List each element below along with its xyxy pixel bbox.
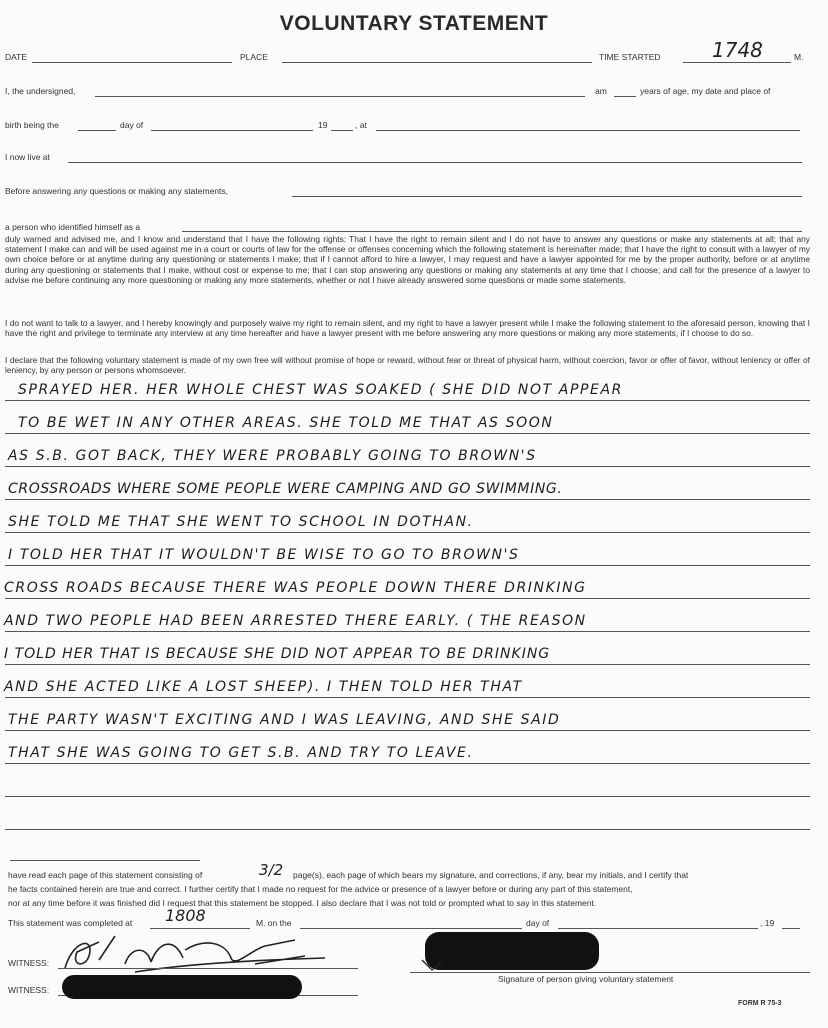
waiver-paragraph: I do not want to talk to a lawyer, and I hereby knowingly and purposely waive my right to remain silent, and my right to have a lawyer present while I make the following statement to the aforesaid person, knowing that I have the right and privilege to terminate any interview at any time hereafter and have a lawyer present with me before answering any more questions or making any more statements, if I choose to do so.: [5, 318, 810, 339]
witness-1-field[interactable]: [58, 968, 358, 969]
identified-as-field[interactable]: [182, 231, 802, 232]
date-label: DATE: [5, 52, 28, 62]
cert-text-3: nor at any time before it was finished did I request that this statement be stopped. I also declare that I was not told or prompted what to say in this statement.: [8, 898, 597, 908]
statement-rule: [5, 532, 810, 533]
redacted-witness-2: [62, 975, 302, 999]
statement-rule: [5, 631, 810, 632]
statement-line: CROSS ROADS BECAUSE THERE WAS PEOPLE DOWN THERE DRINKING: [4, 580, 587, 596]
birth-place-field[interactable]: [376, 130, 800, 131]
statement-rule: [5, 466, 810, 467]
completed-month-field[interactable]: [558, 928, 758, 929]
birth-day-field[interactable]: [78, 130, 116, 131]
birth-year-field[interactable]: [331, 130, 353, 131]
redacted-signature: [425, 932, 599, 970]
statement-line: CROSSROADS WHERE SOME PEOPLE WERE CAMPING AND GO SWIMMING.: [8, 481, 563, 497]
statement-line: SHE TOLD ME THAT SHE WENT TO SCHOOL IN DOTHAN.: [8, 514, 474, 530]
cert-year-label: , 19: [760, 918, 775, 928]
statement-rule: [5, 433, 810, 434]
undersigned-label: I, the undersigned,: [5, 86, 76, 96]
before-answering-label: Before answering any questions or making any statements,: [5, 186, 229, 196]
statement-rule: [5, 664, 810, 665]
statement-line: SPRAYED HER. HER WHOLE CHEST WAS SOAKED ( SHE DID NOT APPEAR: [18, 382, 624, 398]
statement-rule: [5, 730, 810, 731]
completed-label: This statement was completed at: [8, 918, 133, 928]
statement-line: AND SHE ACTED LIKE A LOST SHEEP). I THEN TOLD HER THAT: [4, 679, 523, 695]
time-started-value: 1748: [712, 38, 763, 62]
statement-rule: [5, 829, 810, 830]
statement-rule: [5, 565, 810, 566]
signature-flourish: [418, 956, 446, 976]
pages-value: 3/2: [259, 861, 284, 879]
declaration-paragraph: I declare that the following voluntary statement is made of my own free will without promise of hope or reward, without fear or threat of physical harm, without coercion, favor or offer of favor, without leniency or offer of leniency, by any person or persons whomsoever.: [5, 355, 810, 376]
cert-text-2: he facts contained herein are true and correct. I further certify that I made no request for the advice or presence of a lawyer before or during any part of this statement,: [8, 884, 633, 894]
statement-line: AND TWO PEOPLE HAD BEEN ARRESTED THERE EARLY. ( THE REASON: [4, 613, 587, 629]
completed-year-field[interactable]: [782, 928, 800, 929]
cert-day-of-label: day of: [526, 918, 550, 928]
statement-rule: [5, 598, 810, 599]
cert-text-1a: have read each page of this statement consisting of: [8, 870, 203, 880]
statement-line: THE PARTY WASN'T EXCITING AND I WAS LEAVING, AND SHE SAID: [8, 712, 561, 728]
live-at-label: I now live at: [5, 152, 50, 162]
statement-line: TO BE WET IN ANY OTHER AREAS. SHE TOLD ME THAT AS SOON: [18, 415, 554, 431]
age-field[interactable]: [614, 96, 636, 97]
signature-caption: Signature of person giving voluntary statement: [498, 974, 674, 984]
place-field[interactable]: [282, 62, 592, 63]
statement-rule: [5, 763, 810, 764]
officer-field[interactable]: [292, 196, 802, 197]
rights-paragraph: duly warned and advised me, and I know and understand that I have the following rights: That I have the right to remain silent and I do not have to answer any questions or make any statements at all; that any statement I make can and will be used against me in a court or courts of law for the offense or offenses concerning which the following statement is hereinafter made; that I have the right to consult with a lawyer of my own choice before or at anytime during any questioning or statements I make; that if I cannot afford to hire a lawyer, I may request and have a lawyer appointed for me by the proper authority, before or at anytime during any questioning or statements that I make, without cost or expense to me; that I can stop answering any questions or making any statements at any time that I choose; and call for the presence of a lawyer to advise me before continuing any more questioning or making any more statements, whether or not I have already answered some questions or made some statements.: [5, 234, 810, 285]
birth-month-field[interactable]: [151, 130, 313, 131]
day-of-label: day of: [120, 120, 144, 130]
statement-rule: [5, 499, 810, 500]
cert-text-1b: page(s), each page of which bears my signature, and corrections, if any, bear my initials, and I certify that: [293, 870, 689, 880]
identified-label: a person who identified himself as a: [5, 222, 141, 232]
statement-giver-signature-field[interactable]: [410, 972, 810, 973]
form-number: FORM R 75-3: [738, 1000, 782, 1007]
statement-line: AS S.B. GOT BACK, THEY WERE PROBABLY GOING TO BROWN'S: [8, 448, 537, 464]
name-field[interactable]: [95, 96, 585, 97]
at-label: , at: [355, 120, 367, 130]
age-label: years of age, my date and place of: [640, 86, 771, 96]
year-prefix-label: 19: [318, 120, 328, 130]
statement-line: THAT SHE WAS GOING TO GET S.B. AND TRY TO LEAVE.: [8, 745, 474, 761]
time-started-label: TIME STARTED: [599, 52, 661, 62]
statement-rule: [5, 400, 810, 401]
statement-line: I TOLD HER THAT IS BECAUSE SHE DID NOT APPEAR TO BE DRINKING: [4, 646, 551, 662]
witness-2-label: WITNESS:: [8, 985, 50, 995]
statement-rule: [5, 796, 810, 797]
m-on-the-label: M. on the: [256, 918, 292, 928]
address-field[interactable]: [68, 162, 802, 163]
certification-divider: [10, 860, 200, 861]
time-m-label: M.: [794, 52, 804, 62]
place-label: PLACE: [240, 52, 268, 62]
birth-label: birth being the: [5, 120, 59, 130]
form-title: VOLUNTARY STATEMENT: [279, 12, 549, 35]
date-field[interactable]: [32, 62, 232, 63]
statement-rule: [5, 697, 810, 698]
completed-time-value: 1808: [165, 906, 206, 925]
time-started-field[interactable]: [683, 62, 791, 63]
witness-1-label: WITNESS:: [8, 958, 50, 968]
statement-line: I TOLD HER THAT IT WOULDN'T BE WISE TO GO TO BROWN'S: [8, 547, 520, 563]
am-label: am: [595, 86, 607, 96]
